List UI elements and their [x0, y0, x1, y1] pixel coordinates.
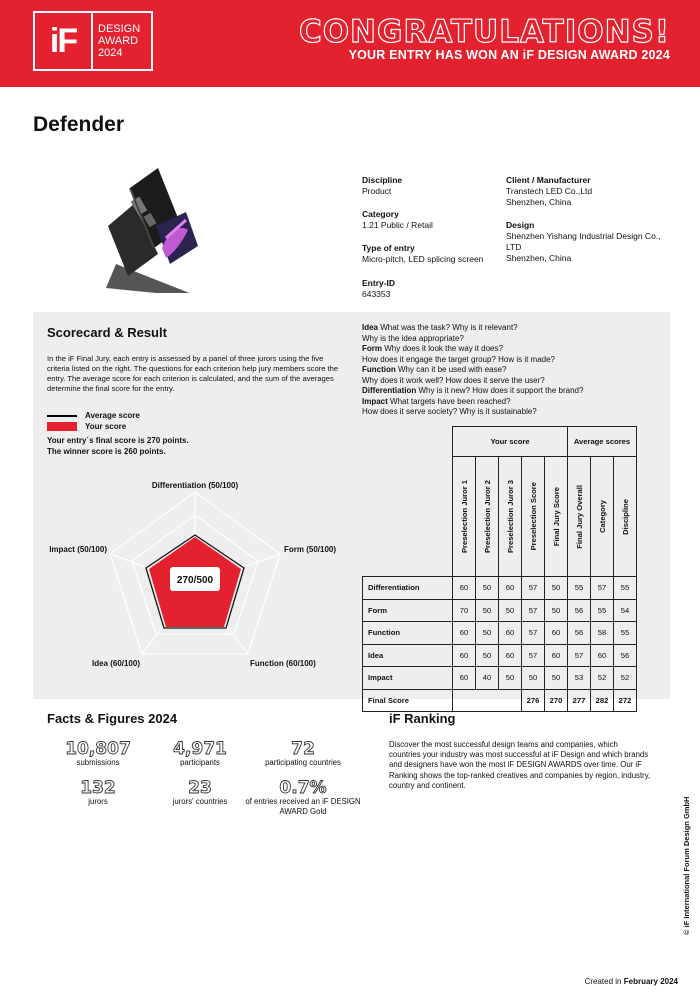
question-line: How does it engage the target group? How is it made? — [362, 354, 556, 364]
question-line: Idea What was the task? Why is it relevant? — [362, 323, 518, 332]
radar-label-function: Function (60/100) — [250, 659, 316, 668]
column-header: Preselection Juror 2 — [476, 457, 499, 577]
radar-label-differentiation: Differentiation (50/100) — [151, 481, 239, 490]
client-info: Client / Manufacturer Transtech LED Co.,Ltd Shenzhen, China — [506, 175, 593, 207]
question-line: Form Why does it look the way it does? — [362, 344, 503, 353]
column-header: Category — [591, 457, 614, 577]
ranking-title: iF Ranking — [389, 711, 456, 726]
facts-figures-title: Facts & Figures 2024 — [47, 711, 178, 726]
fact-participants: 4,971 participants — [173, 739, 227, 767]
score-table — [362, 426, 637, 712]
fact-jurors-countries: 23 jurors' countries — [172, 778, 228, 806]
type-of-entry-info: Type of entry Micro-pitch, LED splicing screen — [362, 243, 484, 264]
average-line-swatch — [47, 415, 77, 417]
fact-gold-share: 0.7% of entries received an iF DESIGN AWARD Gold — [245, 778, 361, 816]
logo-line-design: DESIGN — [98, 23, 141, 35]
table-row: Impact 60 40 50 50 50 53 52 52 — [363, 667, 637, 690]
radar-label-idea: Idea (60/100) — [91, 659, 140, 668]
table-row: Function 60 50 60 57 60 56 58 55 — [363, 622, 637, 645]
question-line: Impact What targets have been reached? — [362, 396, 511, 406]
criteria-questions — [362, 323, 662, 418]
if-design-award-logo — [33, 11, 153, 71]
radar-label-form: Form (50/100) — [284, 545, 337, 554]
question-line: Differentiation Why is it new? How does it support the brand? — [362, 386, 584, 395]
column-header: Final Jury Score — [545, 457, 568, 577]
category-info: Category 1.21 Public / Retail — [362, 209, 433, 230]
question-line: How does it serve society? Why is it sustainable? — [362, 407, 537, 416]
question-line: Function Why can it be used with ease? — [362, 365, 507, 374]
legend-yours: Your score — [85, 422, 127, 431]
ranking-description: Discover the most successful design teams and companies, which countries your industry was most successful at iF Design and which brands and designers have won the most iF DESIGN AWARDS over time. Our iF Ranking shows the top-ranked creatives and companies by region, industry, country and continent. — [389, 740, 651, 790]
entry-id-info: Entry-ID 643353 — [362, 278, 396, 299]
logo-line-award: AWARD — [98, 35, 139, 47]
legend-average: Average score — [85, 411, 140, 420]
product-image — [100, 168, 200, 293]
scorecard-title: Scorecard & Result — [47, 325, 167, 340]
radar-label-impact: Impact (50/100) — [49, 545, 107, 554]
question-line: Why does it work well? How does it serve the user? — [362, 375, 545, 385]
final-score-text: Your entry´s final score is 270 points. — [47, 436, 189, 445]
column-header: Preselection Juror 3 — [499, 457, 522, 577]
winner-score-text: The winner score is 260 points. — [47, 446, 166, 456]
congratulations-heading: CONGRATULATIONS! — [298, 14, 670, 50]
created-date: Created in February 2024 — [584, 977, 678, 986]
scorecard-description: In the iF Final Jury, each entry is assessed by a panel of three jurors using the five criteria listed on the right. The questions for each criterion help jury members score the entry. The average score for each criterion is calculated, and the sum of the averages determine the final score for the entry. — [47, 354, 339, 393]
radar-chart — [45, 475, 345, 675]
column-header: Preselection Score — [522, 457, 545, 577]
group-average-scores: Average scores — [568, 427, 637, 457]
award-header — [0, 0, 700, 87]
logo-line-year: 2024 — [98, 47, 123, 59]
column-header: Discipline — [614, 457, 637, 577]
fact-submissions: 10,807 submissions — [65, 739, 131, 767]
entry-title: Defender — [33, 113, 125, 136]
table-row: Idea 60 50 60 57 60 57 60 56 — [363, 644, 637, 667]
column-header: Preselection Juror 1 — [453, 457, 476, 577]
award-subheading: YOUR ENTRY HAS WON AN iF DESIGN AWARD 2024 — [348, 48, 670, 62]
copyright-text: © iF International Forum Design GmbH — [682, 796, 691, 935]
group-your-score: Your score — [453, 427, 568, 457]
discipline-info: Discipline Product — [362, 175, 403, 196]
fact-countries: 72 participating countries — [265, 739, 341, 767]
fact-jurors: 132 jurors — [80, 778, 116, 806]
final-score-row: Final Score 276 270 277 282 272 — [363, 689, 637, 712]
design-info: Design Shenzhen Yishang Industrial Design Co., LTD Shenzhen, China — [506, 220, 661, 263]
logo-if-mark: iF — [35, 13, 93, 69]
column-header: Final Jury Overall — [568, 457, 591, 577]
table-row: Differentiation 60 50 60 57 50 55 57 55 — [363, 577, 637, 600]
table-row: Form 70 50 50 57 50 56 55 54 — [363, 599, 637, 622]
radar-legend — [47, 410, 140, 432]
radar-center-score: 270/500 — [176, 575, 214, 586]
question-line: Why is the idea appropriate? — [362, 333, 464, 343]
your-score-swatch — [47, 422, 77, 431]
